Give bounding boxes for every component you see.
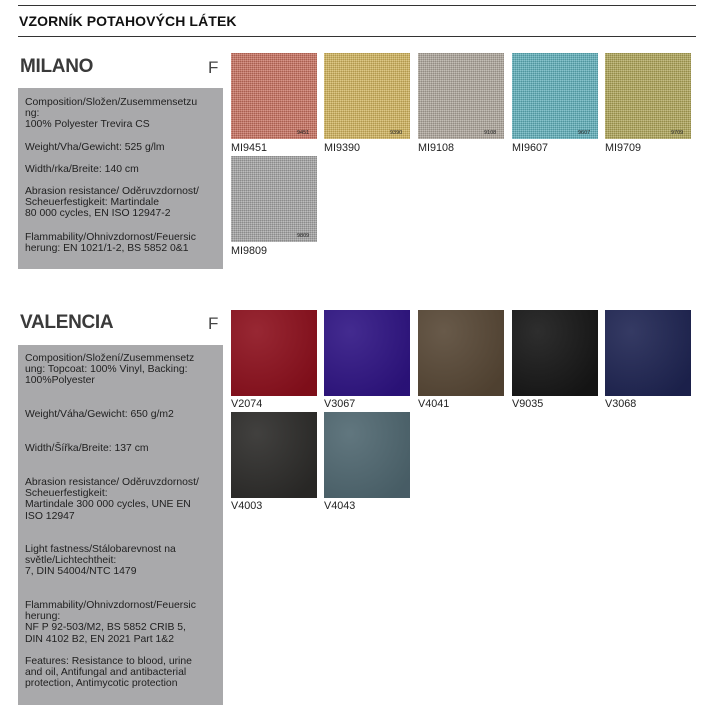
swatch-mi9709-label: MI9709 [605, 142, 642, 154]
milano-grade: F [208, 58, 219, 77]
valencia-title: VALENCIA [20, 312, 114, 333]
swatch-v3068[interactable] [605, 310, 691, 396]
swatch-v4043-label: V4043 [324, 500, 356, 512]
milano-spec-panel [18, 88, 223, 269]
header-top-rule [18, 5, 696, 6]
swatch-v4003-label: V4003 [231, 500, 263, 512]
valencia-grade: F [208, 314, 219, 333]
swatch-v9035-label: V9035 [512, 398, 544, 410]
milano-flammability: Flammability/Ohnivzdornost/Feuersic herung: EN 1021/1-2, BS 5852 0&1 [25, 232, 196, 255]
milano-weight: Weight/Vha/Gewicht: 525 g/lm [25, 142, 165, 153]
valencia-flammability: Flammability/Ohnivzdornost/Feuersic herung: NF P 92-503/M2, BS 5852 CRIB 5, DIN 4102 B2, EN 2021 Part 1&2 [25, 600, 196, 645]
swatch-mi9108-mini-label: 9108 [484, 130, 497, 136]
swatch-mi9809[interactable] [231, 156, 317, 242]
swatch-mi9809-label: MI9809 [231, 245, 268, 257]
valencia-lightfastness: Light fastness/Stálobarevnost na světle/Lichtechtheit: 7, DIN 54004/NTC 1479 [25, 544, 176, 578]
swatch-v3068-label: V3068 [605, 398, 637, 410]
swatch-mi9809-mini-label: 9809 [297, 233, 310, 239]
swatch-v3067[interactable] [324, 310, 410, 396]
swatch-v4043[interactable] [324, 412, 410, 498]
swatch-mi9390[interactable] [324, 53, 410, 139]
swatch-mi9607-label: MI9607 [512, 142, 549, 154]
swatch-mi9607-mini-label: 9607 [578, 130, 591, 136]
swatch-mi9709[interactable] [605, 53, 691, 139]
milano-abrasion: Abrasion resistance/ Oděruvzdornost/ Scheuerfestigkeit: Martindale 80 000 cycles, EN ISO 12947-2 [25, 186, 199, 220]
swatch-mi9390-label: MI9390 [324, 142, 361, 154]
valencia-width: Width/Šířka/Breite: 137 cm [25, 443, 149, 454]
valencia-abrasion: Abrasion resistance/ Oděruvzdornost/ Scheuerfestigkeit: Martindale 300 000 cycles, UNE EN ISO 12947 [25, 477, 199, 522]
swatch-v9035[interactable] [512, 310, 598, 396]
valencia-spec-panel [18, 345, 223, 705]
valencia-composition: Composition/Složení/Zusemmensetz ung: Topcoat: 100% Vinyl, Backing: 100%Polyester [25, 353, 195, 387]
swatch-v4041-label: V4041 [418, 398, 450, 410]
swatch-mi9451-mini-label: 9451 [297, 130, 310, 136]
milano-width: Width/rka/Breite: 140 cm [25, 164, 139, 175]
swatch-mi9709-mini-label: 9709 [671, 130, 684, 136]
swatch-mi9108[interactable] [418, 53, 504, 139]
valencia-weight: Weight/Váha/Gewicht: 650 g/m2 [25, 409, 174, 420]
valencia-features: Features: Resistance to blood, urine and oil, Antifungal and antibacterial protection, Antimycotic protection [25, 656, 192, 690]
milano-title: MILANO [20, 56, 94, 77]
swatch-v2074[interactable] [231, 310, 317, 396]
swatch-mi9451[interactable] [231, 53, 317, 139]
milano-composition: Composition/Složen/Zusemmensetzu ng: 100% Polyester Trevira CS [25, 97, 198, 131]
swatch-mi9108-label: MI9108 [418, 142, 455, 154]
swatch-v2074-label: V2074 [231, 398, 263, 410]
header-bottom-rule [18, 36, 696, 37]
swatch-v3067-label: V3067 [324, 398, 356, 410]
swatch-mi9451-label: MI9451 [231, 142, 268, 154]
page-title: VZORNÍK POTAHOVÝCH LÁTEK [19, 13, 237, 29]
swatch-mi9390-mini-label: 9390 [390, 130, 403, 136]
swatch-v4041[interactable] [418, 310, 504, 396]
swatch-mi9607[interactable] [512, 53, 598, 139]
swatch-v4003[interactable] [231, 412, 317, 498]
